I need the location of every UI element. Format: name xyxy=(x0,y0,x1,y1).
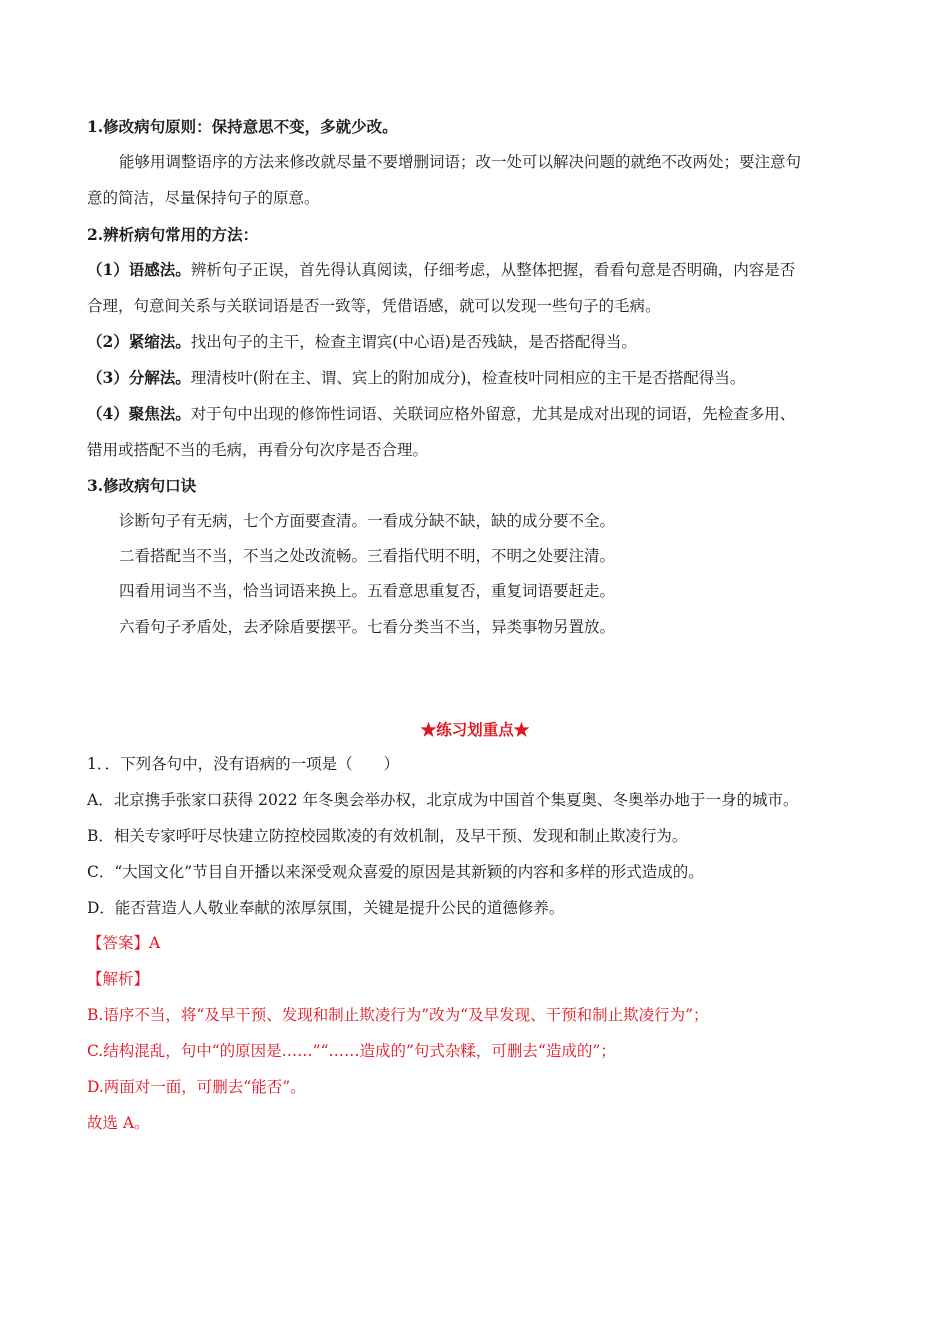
section2-heading: 2.辨析病句常用的方法： xyxy=(87,225,259,244)
option-a: A．北京携手张家口获得 2022 年冬奥会举办权，北京成为中国首个集夏奥、冬奥举办地于一身的城市。 xyxy=(87,791,799,809)
method-4 xyxy=(87,403,795,425)
method-2-label: （2）紧缩法。 xyxy=(87,332,191,351)
method-2-text: 找出句子的主干，检查主谓宾(中心语)是否残缺，是否搭配得当。 xyxy=(190,333,637,351)
section1-paragraph-line1: 能够用调整语序的方法来修改就尽量不要增删词语；改一处可以解决问题的就绝不改两处；要注意句 xyxy=(119,153,802,171)
option-d: D．能否营造人人敬业奉献的浓厚氛围，关键是提升公民的道德修养。 xyxy=(87,899,565,917)
method-1-line2: 合理，句意间关系与关联词语是否一致等，凭借语感，就可以发现一些句子的毛病。 xyxy=(87,297,661,315)
method-3-label: （3）分解法。 xyxy=(87,368,191,387)
method-1-text: 辨析句子正误，首先得认真阅读，仔细考虑，从整体把握，看看句意是否明确，内容是否 xyxy=(190,261,796,279)
method-3 xyxy=(87,367,745,389)
method-2 xyxy=(87,331,637,353)
answer-label: 【答案】A xyxy=(87,934,161,952)
method-4-label: （4）聚焦法。 xyxy=(87,404,191,423)
analysis-d: D.两面对一面，可删去“能否”。 xyxy=(87,1078,306,1096)
verse-3: 四看用词当不当，恰当词语来换上。五看意思重复否，重复词语要赶走。 xyxy=(119,582,616,600)
practice-title: ★练习划重点★ xyxy=(420,720,530,739)
method-1 xyxy=(87,259,795,281)
section1-paragraph-line2: 意的简洁，尽量保持句子的原意。 xyxy=(87,189,320,207)
verse-1: 诊断句子有无病，七个方面要查清。一看成分缺不缺，缺的成分要不全。 xyxy=(119,512,616,530)
option-b: B．相关专家呼吁尽快建立防控校园欺凌的有效机制，及早干预、发现和制止欺凌行为。 xyxy=(87,827,688,845)
analysis-b: B.语序不当，将“及早干预、发现和制止欺凌行为”改为“及早发现、干预和制止欺凌行为”； xyxy=(87,1006,709,1024)
method-3-text: 理清枝叶(附在主、谓、宾上的附加成分)，检查枝叶同相应的主干是否搭配得当。 xyxy=(190,369,746,387)
verse-2: 二看搭配当不当，不当之处改流畅。三看指代明不明，不明之处要注清。 xyxy=(119,547,616,565)
method-1-label: （1）语感法。 xyxy=(87,260,191,279)
option-c: C．“大国文化”节目自开播以来深受观众喜爱的原因是其新颖的内容和多样的形式造成的。 xyxy=(87,863,704,881)
analysis-c: C.结构混乱，句中“的原因是……”“……造成的”句式杂糅，可删去“造成的”； xyxy=(87,1042,616,1060)
section3-heading: 3.修改病句口诀 xyxy=(87,476,197,495)
verse-4: 六看句子矛盾处，去矛除盾要摆平。七看分类当不当，异类事物另置放。 xyxy=(119,618,616,636)
question-stem: 1．．下列各句中，没有语病的一项是（ ） xyxy=(87,755,400,773)
section1-heading: 1.修改病句原则：保持意思不变，多就少改。 xyxy=(87,117,398,136)
analysis-label: 【解析】 xyxy=(87,970,150,988)
method-4-text: 对于句中出现的修饰性词语、关联词应格外留意，尤其是成对出现的词语，先检查多用、 xyxy=(190,405,796,423)
method-4-line2: 错用或搭配不当的毛病，再看分句次序是否合理。 xyxy=(87,441,429,459)
analysis-conclusion: 故选 A。 xyxy=(87,1114,150,1132)
